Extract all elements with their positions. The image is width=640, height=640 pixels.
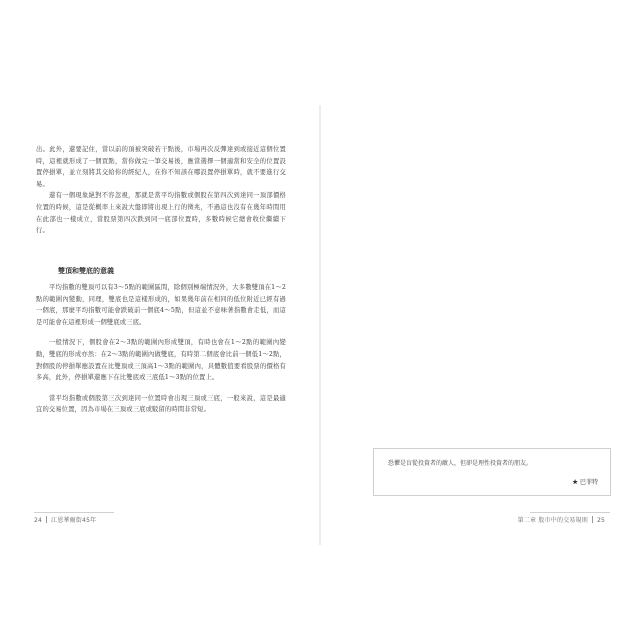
quote-author: ★ 巴菲特: [572, 479, 598, 486]
paragraph: 一般情況下，個股會在2～3點的範圍內形成雙頂，有時也會在1～2點的範圍內變動，雙底的形成亦然：在2～3點的範圍內做雙底，有時第二個底會比前一個低1～2點，對個股的停損單應設置在比雙頂或三頂高1～3點的範圍內，具體數值要看股票的價格有多高，此外，停損單還應下在比雙底或三底低1～3點的位置上。: [36, 339, 286, 382]
footer-rule: [34, 512, 114, 513]
page-number: 24: [34, 517, 43, 524]
chapter-title: 第二章 股市中的交易規則: [517, 517, 588, 524]
footer-rule: [530, 512, 610, 513]
footer-separator: [592, 516, 593, 523]
paragraph: 當平均指數或個股第三次到達同一位置時會出現三頂或三底，一般來說，這是最適宜的交易位置，因為市場在三頂或三底或駁留的時間非常短。: [36, 394, 286, 414]
left-footer: [34, 515, 96, 524]
paragraph: 還有一個現象絕對不容忽視，那就是當平均指數或個股在第四次到達同一頂部價格位置的時候，這是從概率上來說大盤即將出現上行的徵兆，不過這也沒有在幾年時間用在此部也一樣成立，當股票第四次跌到同一底部位置時，多數時候它總會收位繼續下行。: [36, 192, 286, 235]
book-title: 江恩華爾街45年: [51, 517, 97, 524]
paragraph: 平均指數的雙頂可以有3～5點的範圍區間，除個別極端情況外，大多數雙頂在1～2點的範圍內變動，同理，雙底也是這樣形成的，如果幾年前在相同的低位附近已經有過一個底，那麼平均指數可能會跌破前一個底4～5點，但這並不意味著指數會走低，而這是可能會在這裡形成一個雙底或三底。: [36, 284, 286, 326]
section-subheading: 雙頂和雙底的意義: [58, 266, 114, 275]
left-body-bottom: [36, 282, 286, 416]
right-page: [320, 0, 640, 640]
page-number: 25: [596, 517, 605, 524]
quote-box: [373, 448, 611, 496]
quote-text: 恐懼是盲從投資者的敵人，但卻是理性投資者的朋友。: [388, 460, 533, 467]
left-body-top: [36, 144, 286, 237]
paragraph: 出。此外，還要記住，當以前的頂被突破若干點後，市場再次反彈達到或接近這個位置時，這裡就形成了一個買點，當你做完一筆交易後，應當選擇一個適當和安全的位置設置停損單，並立刻將其交給你的經紀人，在你不知該在哪設置停損單時，就不要進行交易。: [36, 146, 286, 188]
footer-separator: [46, 516, 47, 523]
right-footer: [518, 515, 605, 524]
